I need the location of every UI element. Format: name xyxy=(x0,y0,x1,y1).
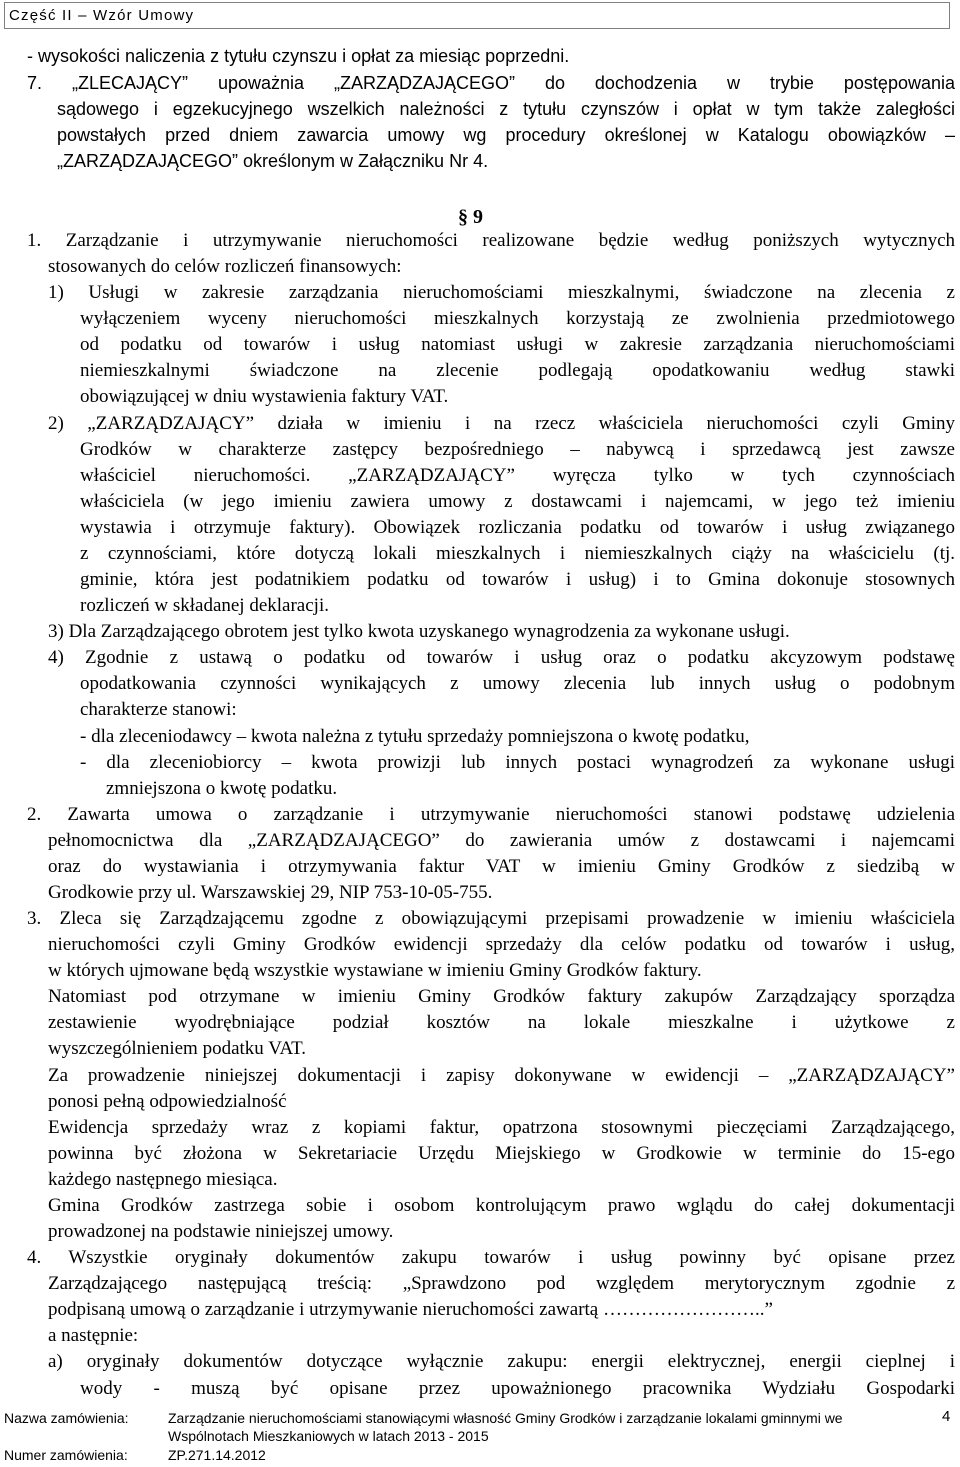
text-line: ponosi pełną odpowiedzialność xyxy=(48,1091,287,1112)
footer-name-value-1: Zarządzanie nieruchomościami stanowiącymi własność Gminy Grodków i zarządzanie lokalami gminnymi we xyxy=(168,1410,843,1426)
text-line: 1. Zarządzanie i utrzymywanie nieruchomości realizowane będzie według poniższych wytycznych xyxy=(27,230,955,251)
document-header xyxy=(4,2,950,29)
text-line: a) oryginały dokumentów dotyczące wyłącznie zakupu: energii elektrycznej, energii cieplnej i xyxy=(48,1351,955,1372)
text-line: 2) „ZARZĄDZAJĄCY” działa w imieniu i na rzecz właściciela nieruchomości czyli Gminy xyxy=(48,413,955,434)
text-line: zestawienie wyodrębniające podział kosztów na lokale mieszkalne i użytkowe z xyxy=(48,1012,955,1033)
text-line: 7. „ZLECAJĄCY” upoważnia „ZARZĄDZAJĄCEGO” do dochodzenia w trybie postępowania xyxy=(27,73,955,93)
text-line: zmniejszona o kwotę podatku. xyxy=(106,778,338,799)
text-line: gminie, która jest podatnikiem podatku od towarów i usług) i to Gmina dokonuje stosownych xyxy=(80,569,955,590)
text-line: Ewidencja sprzedaży wraz z kopiami faktur, opatrzona stosownymi pieczęciami Zarządzającego, xyxy=(48,1117,955,1138)
text-line: z czynnościami, które dotyczą lokali mieszkalnych i niemieszkalnych ciąży na właścicielu (tj. xyxy=(80,543,955,564)
text-line: - dla zleceniodawcy – kwota należna z tytułu sprzedaży pomniejszona o kwotę podatku, xyxy=(80,726,750,747)
text-line: 2. Zawarta umowa o zarządzanie i utrzymywanie nieruchomości stanowi podstawę udzielenia xyxy=(27,804,955,825)
text-line: stosowanych do celów rozliczeń finansowych: xyxy=(48,256,402,277)
text-line: powstałych przed dniem zawarcia umowy wg procedury określonej w Katalogu obowiązków – xyxy=(57,125,955,145)
text-line: 4) Zgodnie z ustawą o podatku od towarów i usług oraz o podatku akcyzowym podstawę xyxy=(48,647,955,668)
header-title: Część II – Wzór Umowy xyxy=(9,7,195,24)
text-line: w których ujmowane będą wszystkie wystawiane w imieniu Gminy Grodków faktury. xyxy=(48,960,702,981)
page-number: 4 xyxy=(942,1408,951,1425)
text-line: 1) Usługi w zakresie zarządzania nieruchomościami mieszkalnymi, świadczone na zlecenia z xyxy=(48,282,955,303)
text-line: prowadzonej na podstawie niniejszej umowy. xyxy=(48,1221,394,1242)
text-line: 3) Dla Zarządzającego obrotem jest tylko kwota uzyskanego wynagrodzenia za wykonane usługi. xyxy=(48,621,790,642)
text-line: charakterze stanowi: xyxy=(80,699,237,720)
text-line: - dla zleceniobiorcy – kwota prowizji lub innych postaci wynagrodzeń za wykonane usługi xyxy=(80,752,955,773)
text-line: Natomiast pod otrzymane w imieniu Gminy Grodków faktury zakupów Zarządzający sporządza xyxy=(48,986,955,1007)
text-line: wyszczególnieniem podatku VAT. xyxy=(48,1038,307,1059)
section-symbol: § xyxy=(458,206,468,228)
text-line: Gmina Grodków zastrzega sobie i osobom kontrolującym prawo wglądu do całej dokumentacji xyxy=(48,1195,955,1216)
text-line: Grodkowie przy ul. Warszawskiej 29, NIP 753-10-05-755. xyxy=(48,882,493,903)
text-line: powinna być złożona w Sekretariacie Urzędu Miejskiego w Grodkowie w terminie do 15-ego xyxy=(48,1143,955,1164)
text-line: - wysokości naliczenia z tytułu czynszu i opłat za miesiąc poprzedni. xyxy=(27,46,570,66)
text-line: wyłączeniem wyceny nieruchomości mieszkalnych korzystają ze zwolnienia przedmiotowego xyxy=(80,308,955,329)
text-line: wody - muszą być opisane przez upoważnionego pracownika Wydziału Gospodarki xyxy=(80,1378,955,1399)
text-line: obowiązującej w dniu wystawienia faktury VAT. xyxy=(80,386,449,407)
text-line: wystawia i otrzymuje faktury). Obowiązek rozliczania podatku od towarów i usług związanego xyxy=(80,517,955,538)
text-line: rozliczeń w składanej deklaracji. xyxy=(80,595,329,616)
text-line: 4. Wszystkie oryginały dokumentów zakupu towarów i usług powinny być opisane przez xyxy=(27,1247,955,1268)
text-line: sądowego i egzekucyjnego wszelkich należności z tytułu czynszów i opłat w tym także zaległości xyxy=(57,99,955,119)
text-line: niemieszkalnymi świadczone na zlecenie podlegają opodatkowaniu według stawki xyxy=(80,360,955,381)
text-line: 3. Zleca się Zarządzającemu zgodne z obowiązującymi przepisami prowadzenie w imieniu właściciela xyxy=(27,908,955,929)
text-line: właściciel nieruchomości. „ZARZĄDZAJĄCY” wyręcza tylko w tych czynnościach xyxy=(80,465,955,486)
text-line: pełnomocnictwa dla „ZARZĄDZAJĄCEGO” do zawierania umów z dostawcami i najemcami xyxy=(48,830,955,851)
text-line: opodatkowania czynności wynikających z umowy zlecenia lub innych usług o podobnym xyxy=(80,673,955,694)
text-line: od podatku od towarów i usług natomiast usługi w zakresie zarządzania nieruchomościami xyxy=(80,334,955,355)
footer-name-value-2: Wspólnotach Mieszkaniowych w latach 2013 - 2015 xyxy=(168,1428,489,1444)
footer-number-label: Numer zamówienia: xyxy=(4,1447,128,1463)
text-line: Za prowadzenie niniejszej dokumentacji i zapisy dokonywane w ewidencji – „ZARZĄDZAJĄCY” xyxy=(48,1065,955,1086)
footer-name-label: Nazwa zamówienia: xyxy=(4,1410,129,1426)
text-line: każdego następnego miesiąca. xyxy=(48,1169,278,1190)
text-line: „ZARZĄDZAJĄCEGO” określonym w Załączniku Nr 4. xyxy=(57,151,489,171)
text-line: oraz do wystawiania i otrzymywania faktur VAT w imieniu Gminy Grodków z siedzibą w xyxy=(48,856,955,877)
text-line: Zarządzającego następującą treścią: „Sprawdzono pod względem merytorycznym zgodnie z xyxy=(48,1273,955,1294)
text-line: a następnie: xyxy=(48,1325,139,1346)
footer-number-value: ZP.271.14.2012 xyxy=(168,1447,266,1463)
section-number: 9 xyxy=(473,206,483,228)
text-line: Grodków w charakterze zastępcy bezpośredniego – nabywcą i sprzedawcą jest zawsze xyxy=(80,439,955,460)
text-line: właściciela (w jego imieniu zawiera umowy z dostawcami i najemcami, w jego też imieniu xyxy=(80,491,955,512)
text-line: podpisaną umową o zarządzanie i utrzymywanie nieruchomości zawartą ……………………..” xyxy=(48,1299,773,1320)
text-line: nieruchomości czyli Gminy Grodków ewidencji sprzedaży dla celów podatku od towarów i usług, xyxy=(48,934,955,955)
section-heading xyxy=(458,206,483,229)
